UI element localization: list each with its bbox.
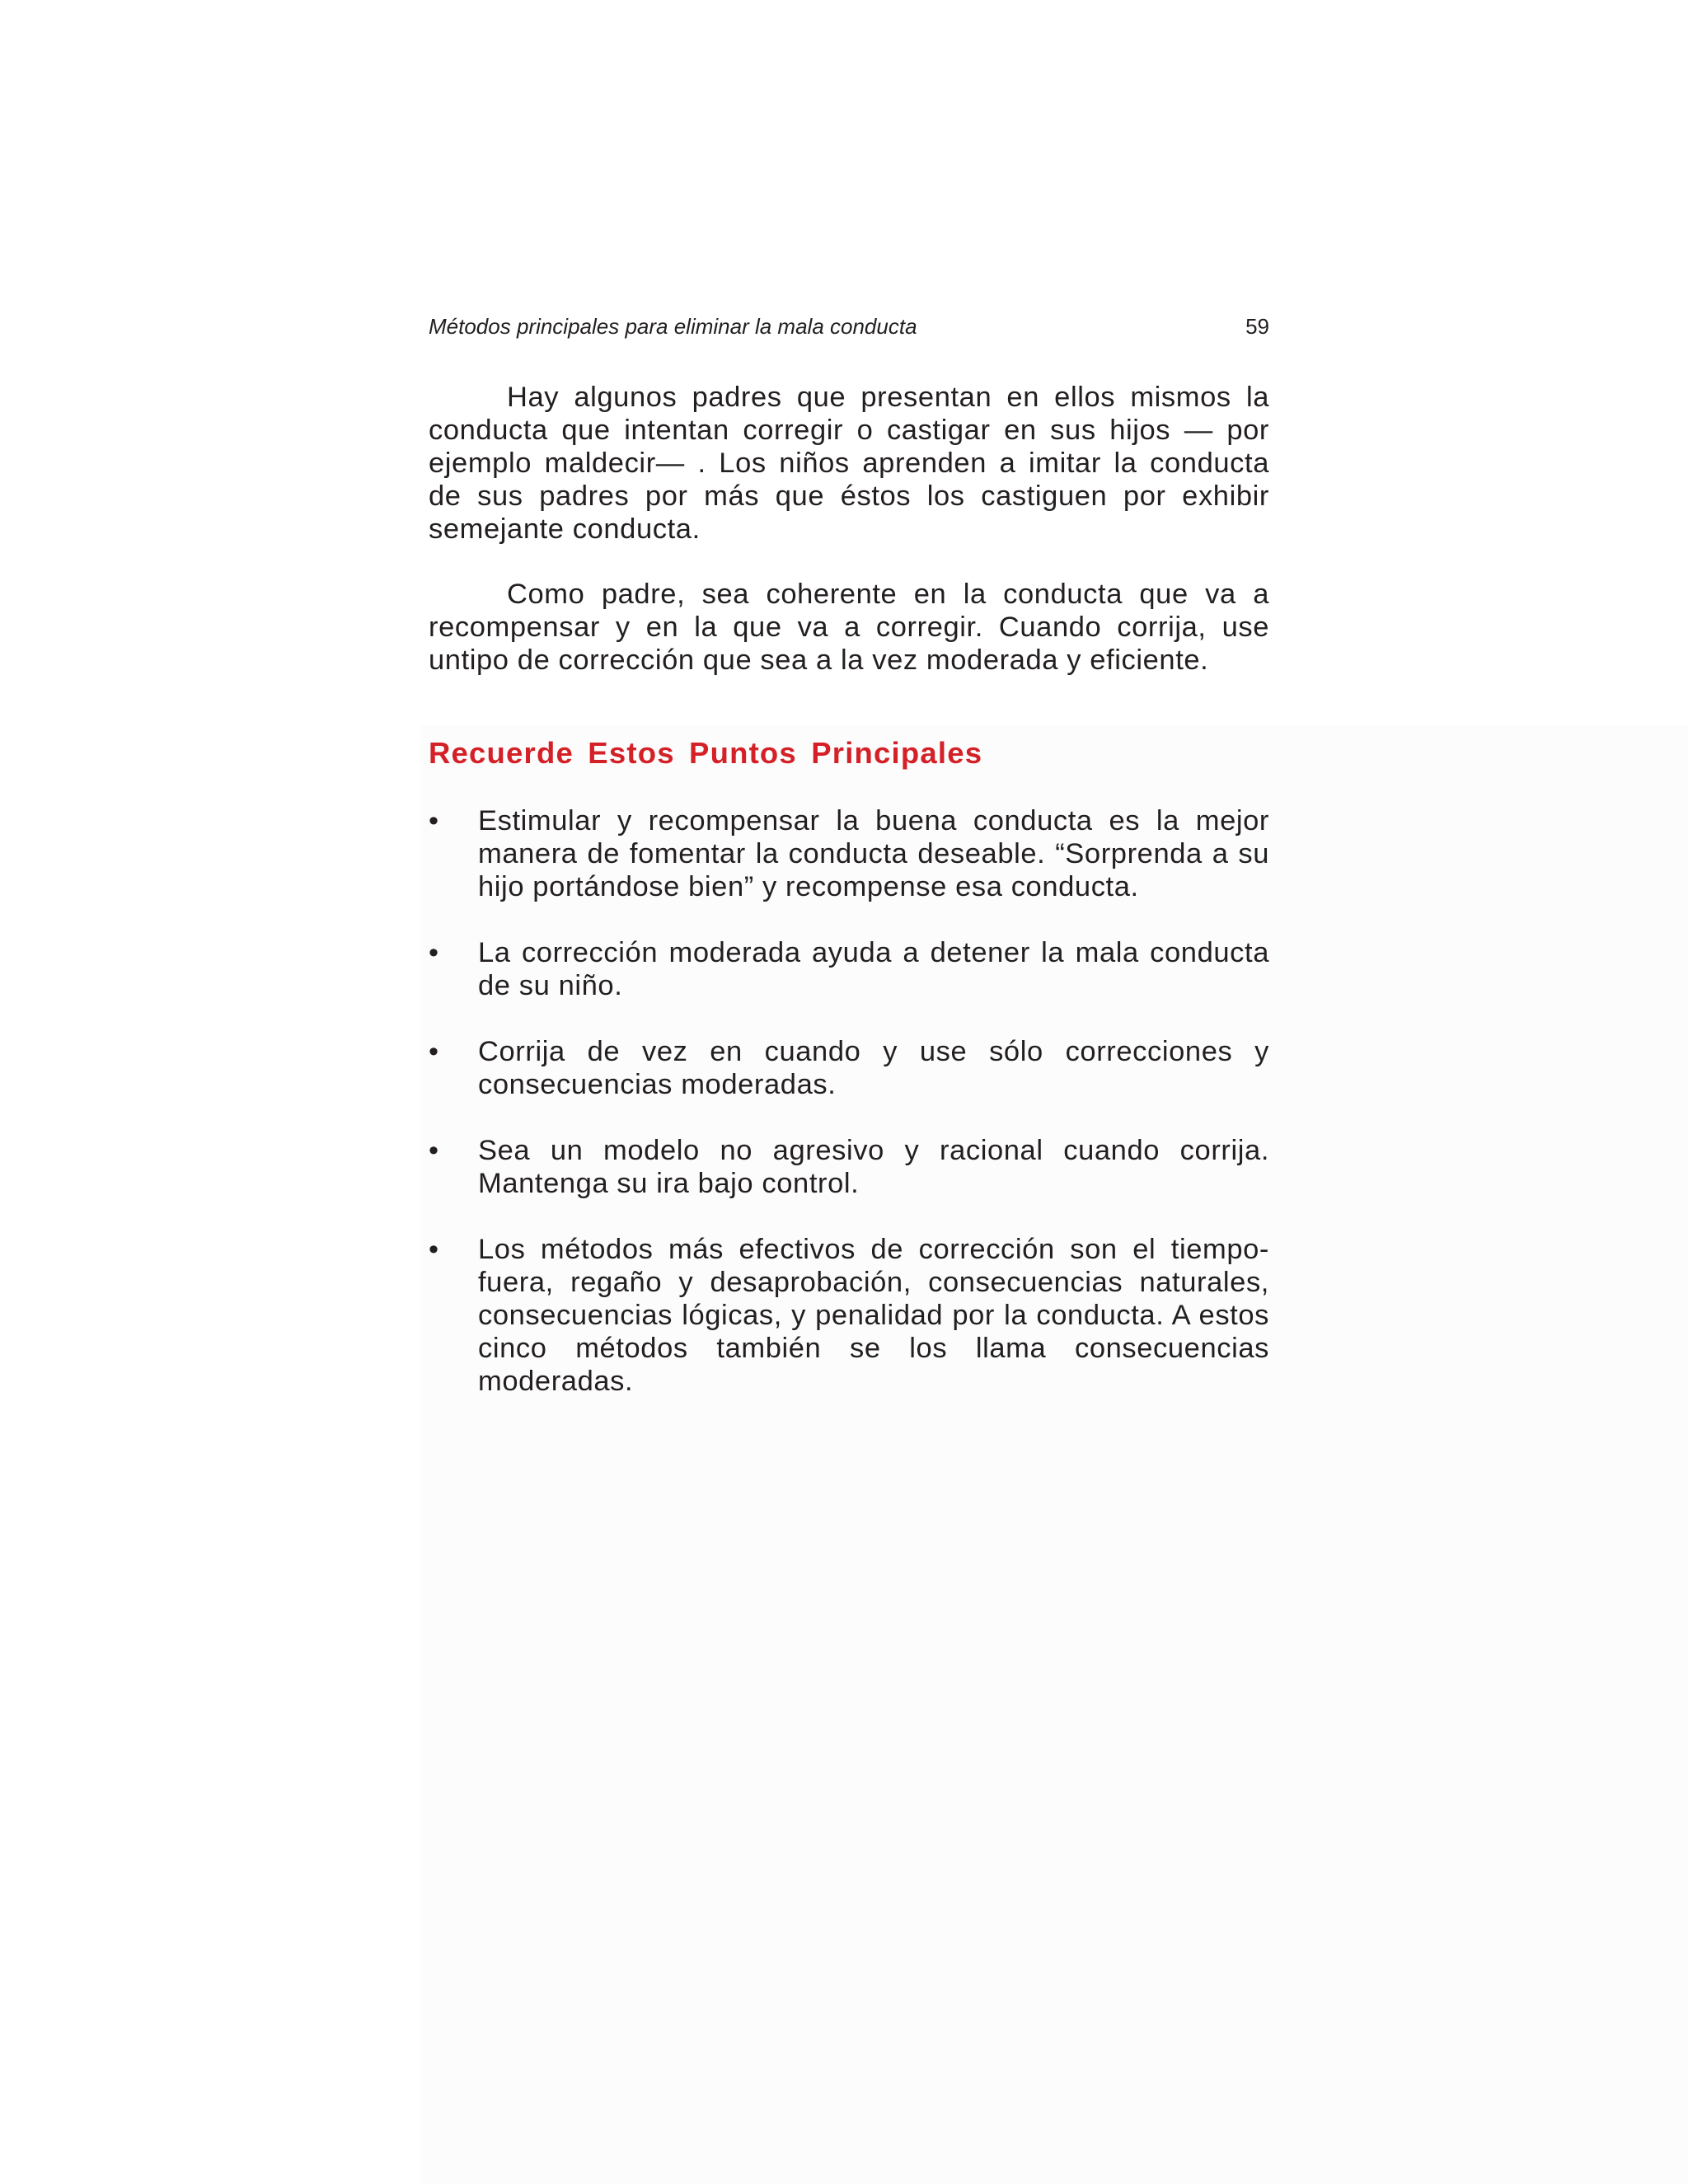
body-paragraph: Hay algunos padres que presentan en ellos mismos la conducta que intentan corregir o castigar en sus hijos — por ejemplo maldecir— . Los niños aprenden a imitar la conducta de sus padres por más que éstos los castiguen por exhibir semejante conducta. <box>429 382 1269 545</box>
book-page <box>429 313 1269 1431</box>
list-item <box>429 936 1269 1002</box>
section-heading: Recuerde Estos Puntos Principales <box>429 736 983 770</box>
running-header <box>429 313 1269 340</box>
list-item <box>429 1134 1269 1200</box>
bullet-icon: • <box>429 1036 439 1067</box>
page-content <box>429 381 1269 1398</box>
list-item-text: Los métodos más efectivos de corrección son el tiempo-fuera, regaño y desaprobación, consecuencias naturales, consecuencias lógicas, y penalidad por la conducta. A estos cinco métodos también se los llama consecuencias moderadas. <box>478 1234 1269 1397</box>
key-points-list <box>429 804 1269 1398</box>
page-number: 59 <box>1245 314 1269 339</box>
list-item <box>429 804 1269 903</box>
bullet-icon: • <box>429 1234 439 1265</box>
bullet-icon: • <box>429 805 439 837</box>
bullet-icon: • <box>429 937 439 968</box>
list-item <box>429 1233 1269 1398</box>
list-item-text: Estimular y recompensar la buena conducta es la mejor manera de fomentar la conducta deseable. “Sorprenda a su hijo portándose bien” y recompense esa conducta. <box>478 805 1269 902</box>
running-title: Métodos principales para eliminar la mala conducta <box>429 314 917 339</box>
list-item-text: Sea un modelo no agresivo y racional cuando corrija. Mantenga su ira bajo control. <box>478 1135 1269 1199</box>
bullet-icon: • <box>429 1135 439 1166</box>
list-item-text: La corrección moderada ayuda a detener la mala conducta de su niño. <box>478 937 1269 1001</box>
list-item <box>429 1035 1269 1101</box>
body-paragraph: Como padre, sea coherente en la conducta que va a recompensar y en la que va a corregir. Cuando corrija, use untipo de corrección que sea a la vez moderada y eficiente. <box>429 579 1269 676</box>
list-item-text: Corrija de vez en cuando y use sólo correcciones y consecuencias moderadas. <box>478 1036 1269 1100</box>
